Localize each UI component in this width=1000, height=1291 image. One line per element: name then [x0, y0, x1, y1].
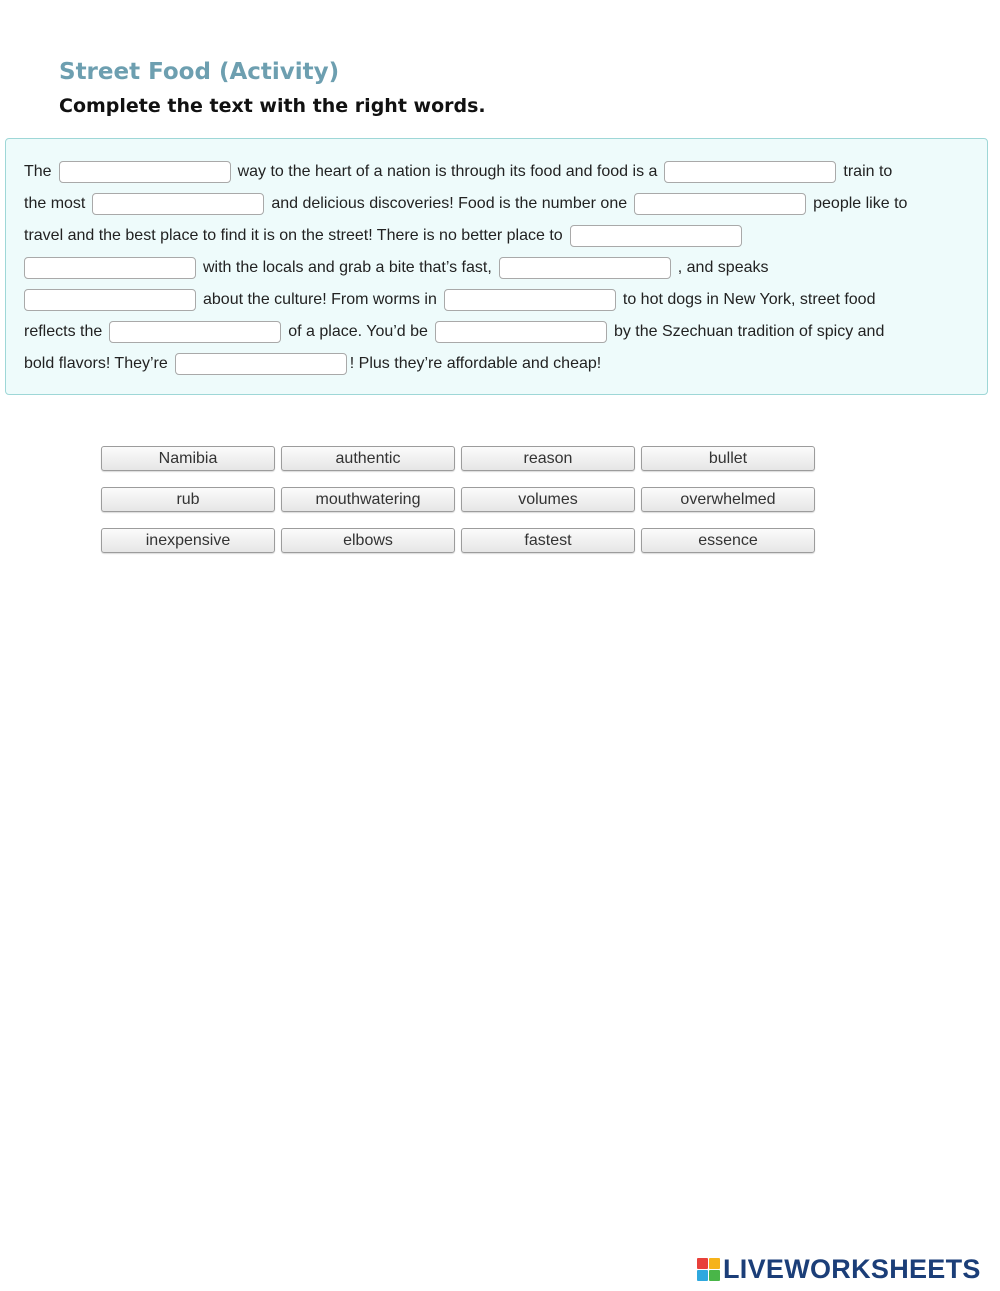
blank-input-1[interactable]: [59, 161, 231, 183]
word-chip[interactable]: volumes: [461, 487, 635, 512]
blank-input-9[interactable]: [444, 289, 616, 311]
text-segment: and delicious discoveries! Food is the number one: [271, 195, 628, 212]
exercise-line: [24, 351, 601, 377]
text-segment: by the Szechuan tradition of spicy and: [613, 323, 885, 340]
page-title: Street Food (Activity): [59, 59, 340, 85]
exercise-line: [24, 159, 892, 185]
text-segment: way to the heart of a nation is through its food and food is a: [237, 163, 658, 180]
blank-input-2[interactable]: [664, 161, 836, 183]
text-segment: reflects the: [24, 323, 103, 340]
text-segment: bold flavors! They’re: [24, 355, 168, 372]
liveworksheets-logo-icon: [697, 1258, 720, 1281]
word-chip[interactable]: overwhelmed: [641, 487, 815, 512]
text-segment: train to: [843, 163, 893, 180]
text-segment: about the culture! From worms in: [203, 291, 437, 308]
word-chip[interactable]: Namibia: [101, 446, 275, 471]
exercise-line: [24, 255, 769, 281]
word-chip[interactable]: fastest: [461, 528, 635, 553]
text-segment: of a place. You’d be: [288, 323, 428, 340]
exercise-line: [24, 191, 907, 217]
blank-input-10[interactable]: [109, 321, 281, 343]
blank-input-4[interactable]: [634, 193, 806, 215]
word-bank: [101, 446, 815, 553]
blank-input-8[interactable]: [24, 289, 196, 311]
word-chip[interactable]: inexpensive: [101, 528, 275, 553]
text-segment: , and speaks: [677, 259, 769, 276]
blank-input-7[interactable]: [499, 257, 671, 279]
text-segment: ! Plus they’re affordable and cheap!: [349, 355, 602, 372]
liveworksheets-logo: [697, 1254, 981, 1284]
text-segment: The: [24, 163, 52, 180]
blank-input-3[interactable]: [92, 193, 264, 215]
text-segment: to hot dogs in New York, street food: [622, 291, 876, 308]
instruction-text: Complete the text with the right words.: [59, 95, 486, 117]
word-chip[interactable]: authentic: [281, 446, 455, 471]
text-segment: the most: [24, 195, 86, 212]
word-chip[interactable]: elbows: [281, 528, 455, 553]
blank-input-5[interactable]: [570, 225, 742, 247]
blank-input-12[interactable]: [175, 353, 347, 375]
exercise-line: [24, 287, 875, 313]
text-segment: people like to: [813, 195, 908, 212]
word-chip[interactable]: reason: [461, 446, 635, 471]
text-segment: with the locals and grab a bite that’s fast,: [203, 259, 492, 276]
text-segment: travel and the best place to find it is on the street! There is no better place to: [24, 227, 563, 244]
exercise-line: [24, 319, 884, 345]
exercise-panel: [5, 138, 988, 395]
word-chip[interactable]: essence: [641, 528, 815, 553]
logo-text: LIVEWORKSHEETS: [723, 1254, 981, 1284]
blank-input-11[interactable]: [435, 321, 607, 343]
word-chip[interactable]: rub: [101, 487, 275, 512]
word-chip[interactable]: mouthwatering: [281, 487, 455, 512]
exercise-line: [24, 223, 749, 249]
word-chip[interactable]: bullet: [641, 446, 815, 471]
blank-input-6[interactable]: [24, 257, 196, 279]
